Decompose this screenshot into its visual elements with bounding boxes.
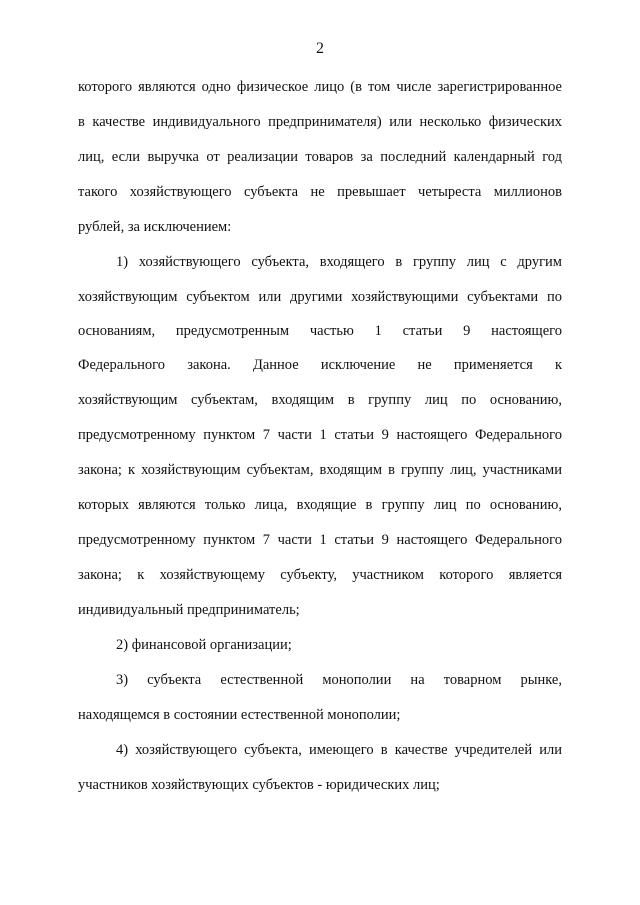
- text-line: участников хозяйствующих субъектов - юридических лиц;: [78, 777, 440, 793]
- text-line: индивидуальный предприниматель;: [78, 602, 300, 618]
- text-line: которого являются одно физическое лицо (в том числе зарегистрированное: [78, 79, 562, 95]
- text-line: находящемся в состоянии естественной монополии;: [78, 707, 401, 723]
- text-line: 3) субъекта естественной монополии на товарном рынке,: [116, 672, 562, 688]
- page-number: 2: [316, 40, 324, 57]
- text-line: 1) хозяйствующего субъекта, входящего в группу лиц с другим: [116, 254, 562, 270]
- text-line: основаниям, предусмотренным частью 1 статьи 9 настоящего: [78, 323, 562, 339]
- text-line: хозяйствующим субъектам, входящим в группу лиц по основанию,: [78, 392, 562, 408]
- text-line: которых являются только лица, входящие в группу лиц по основанию,: [78, 497, 562, 513]
- text-line: рублей, за исключением:: [78, 219, 232, 235]
- text-line: 2) финансовой организации;: [116, 637, 292, 653]
- text-line: закона; к хозяйствующему субъекту, участником которого является: [78, 567, 562, 583]
- text-line: Федерального закона. Данное исключение не применяется к: [78, 357, 562, 373]
- text-line: предусмотренному пунктом 7 части 1 статьи 9 настоящего Федерального: [78, 532, 562, 548]
- text-line: лиц, если выручка от реализации товаров за последний календарный год: [78, 149, 562, 165]
- text-line: предусмотренному пунктом 7 части 1 статьи 9 настоящего Федерального: [78, 427, 562, 443]
- text-line: хозяйствующим субъектом или другими хозяйствующими субъектами по: [78, 289, 562, 305]
- text-line: в качестве индивидуального предпринимателя) или несколько физических: [78, 114, 562, 130]
- text-line: такого хозяйствующего субъекта не превышает четыреста миллионов: [78, 184, 562, 200]
- text-line: 4) хозяйствующего субъекта, имеющего в качестве учредителей или: [116, 742, 562, 758]
- text-line: закона; к хозяйствующим субъектам, входящим в группу лиц, участниками: [78, 462, 562, 478]
